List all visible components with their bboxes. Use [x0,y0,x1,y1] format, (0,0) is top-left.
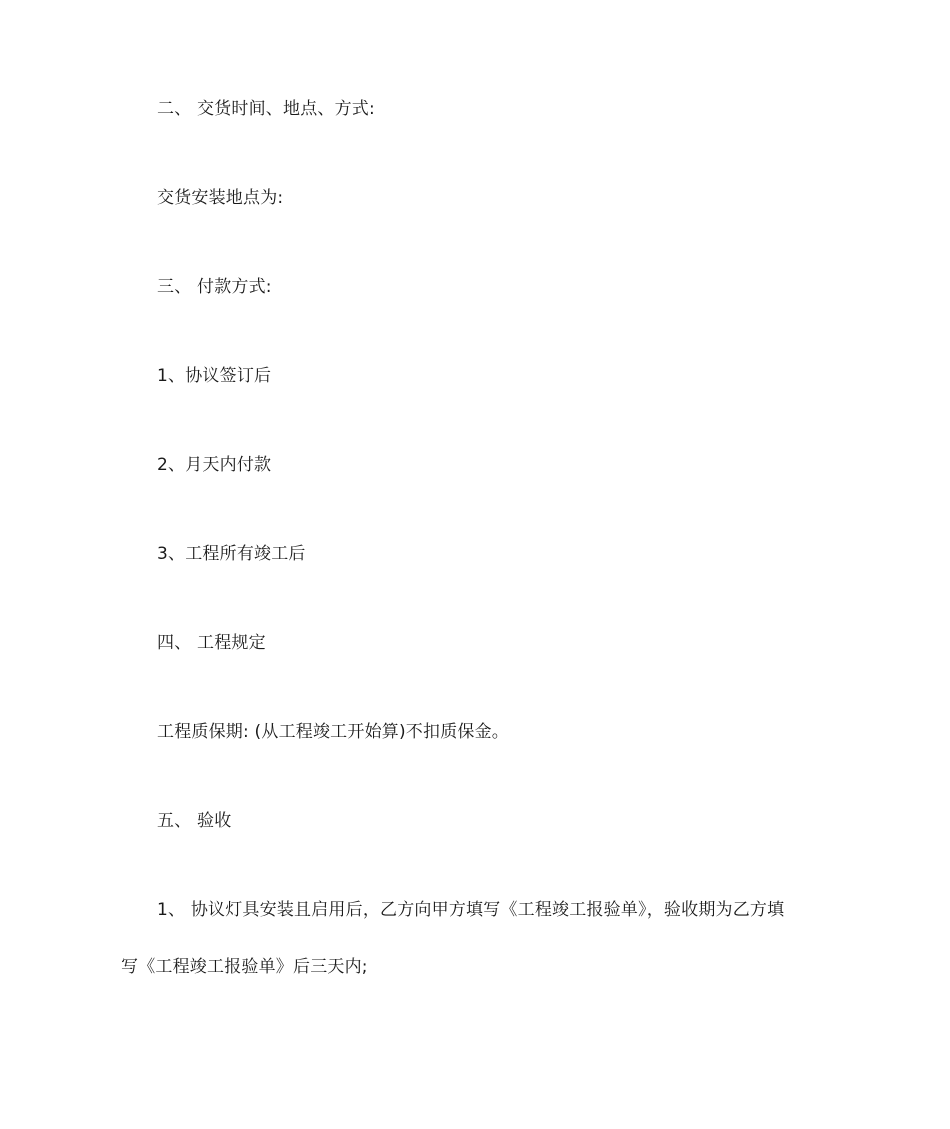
payment-item-1: 1、协议签订后 [157,366,272,386]
payment-item-3: 3、工程所有竣工后 [157,544,306,564]
acceptance-item-1-line-2: 写《工程竣工报验单》后三天内; [121,957,368,977]
section-heading-delivery: 二、 交货时间、地点、方式: [157,99,375,119]
section-heading-payment: 三、 付款方式: [157,277,272,297]
section-heading-requirements: 四、 工程规定 [157,633,266,653]
paragraph-delivery-location: 交货安装地点为: [157,188,284,208]
section-heading-acceptance: 五、 验收 [157,811,232,831]
paragraph-warranty: 工程质保期: (从工程竣工开始算)不扣质保金。 [157,722,509,742]
payment-item-2: 2、月天内付款 [157,455,272,475]
acceptance-item-1-line-1: 1、 协议灯具安装且启用后，乙方向甲方填写《工程竣工报验单》，验收期为乙方填 [157,900,785,920]
